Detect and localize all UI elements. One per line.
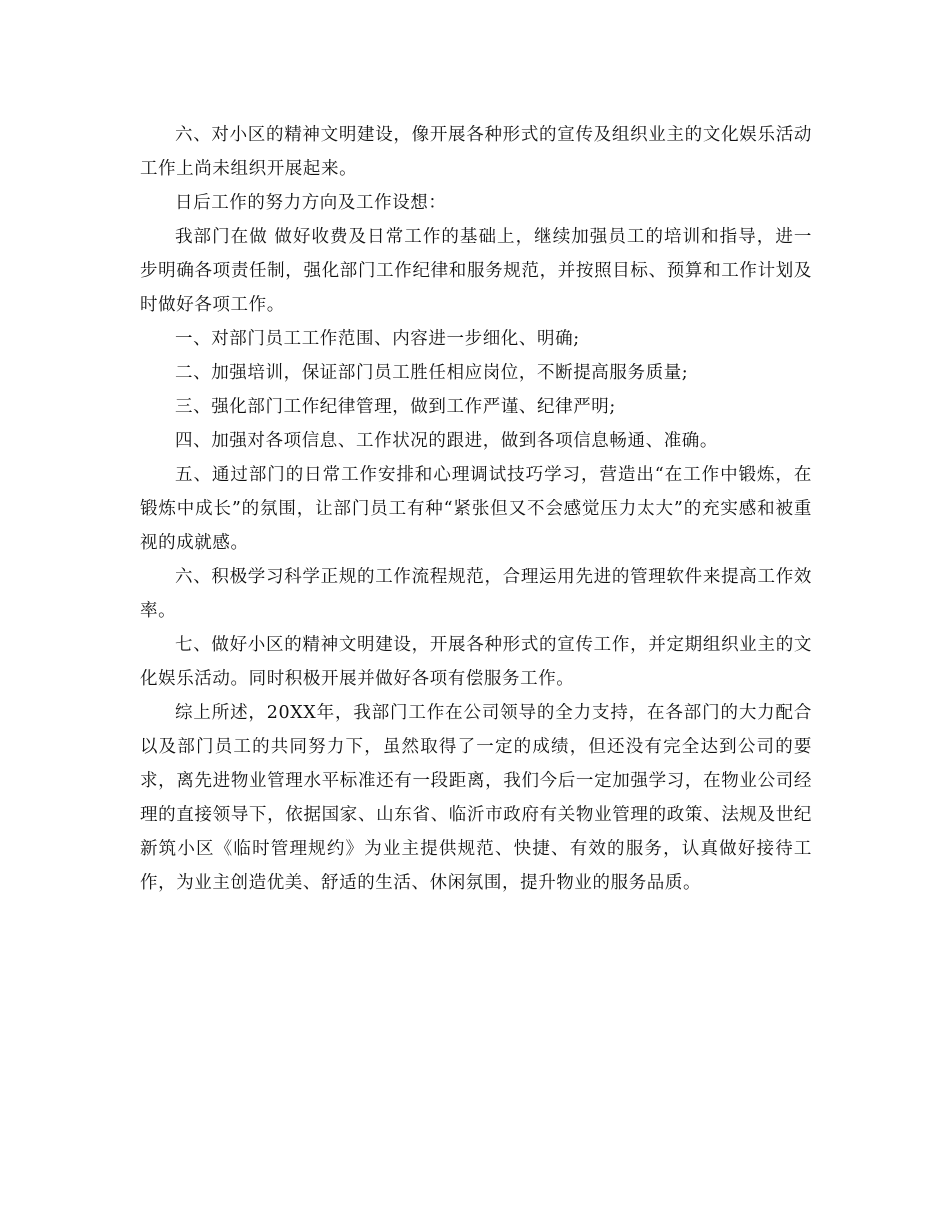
paragraph-future-direction-heading: 日后工作的努力方向及工作设想： bbox=[175, 193, 447, 213]
paragraph-conclusion: 综上所述，20XX年，我部门工作在公司领导的全力支持，在各部门的大力配合以及部门员工的共同努力下，虽然取得了一定的成绩，但还没有完全达到公司的要求，离先进物业管理水平标准还有一段距离，我们今后一定加强学习，在物业公司经理的直接领导下，依据国家、山东省、临沂市政府有关物业管理的政策、法规及世纪新筑小区《临时管理规约》为业主提供规范、快捷、有效的服务，认真做好接待工作，为业主创造优美、舒适的生活、休闲氛围，提升物业的服务品质。 bbox=[140, 703, 812, 893]
paragraph-item-two: 二、加强培训，保证部门员工胜任相应岗位，不断提高服务质量; bbox=[175, 363, 689, 383]
document-body bbox=[140, 118, 812, 900]
paragraph-item-three: 三、强化部门工作纪律管理，做到工作严谨、纪律严明; bbox=[175, 397, 616, 417]
paragraph-item-four: 四、加强对各项信息、工作状况的跟进，做到各项信息畅通、准确。 bbox=[175, 431, 718, 451]
paragraph-community-culture-status: 六、对小区的精神文明建设，像开展各种形式的宣传及组织业主的文化娱乐活动工作上尚未组织开展起来。 bbox=[140, 125, 812, 179]
paragraph-item-seven: 七、做好小区的精神文明建设，开展各种形式的宣传工作，并定期组织业主的文化娱乐活动。同时积极开展并做好各项有偿服务工作。 bbox=[140, 635, 812, 689]
paragraph-item-six: 六、积极学习科学正规的工作流程规范，合理运用先进的管理软件来提高工作效率。 bbox=[140, 567, 812, 621]
paragraph-item-one: 一、对部门员工工作范围、内容进一步细化、明确; bbox=[175, 329, 580, 349]
paragraph-department-plan: 我部门在做 做好收费及日常工作的基础上，继续加强员工的培训和指导，进一步明确各项责任制，强化部门工作纪律和服务规范，并按照目标、预算和工作计划及时做好各项工作。 bbox=[140, 227, 812, 315]
paragraph-item-five: 五、通过部门的日常工作安排和心理调试技巧学习，营造出“在工作中锻炼，在锻炼中成长”的氛围，让部门员工有种“紧张但又不会感觉压力太大”的充实感和被重视的成就感。 bbox=[140, 465, 812, 553]
